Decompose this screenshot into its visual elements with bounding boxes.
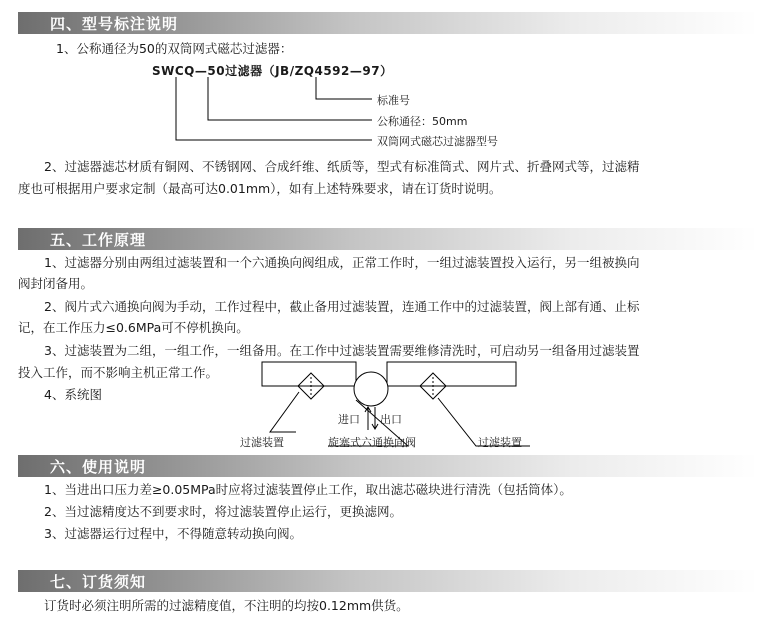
- model-item-2-line1: 2、过滤器滤芯材质有铜网、不锈钢网、合成纤维、纸质等，型式有标准筒式、网片式、折叠网式等，过滤精: [44, 159, 640, 174]
- diagram-valve: 旋塞式六通换向阀: [328, 436, 416, 449]
- ordering-text: 订货时必须注明所需的过滤精度值，不注明的均按0.12mm供货。: [44, 598, 409, 613]
- diagram-left-filter: 过滤装置: [240, 436, 284, 449]
- annotation-model: 双筒网式磁芯过滤器型号: [377, 135, 498, 148]
- principle-p1-line2: 阀封闭备用。: [18, 276, 94, 291]
- principle-p2-line2: 记，在工作压力≤0.6MPa可不停机换向。: [18, 320, 249, 335]
- principle-p4: 4、系统图: [44, 387, 102, 402]
- section-title: 六、使用说明: [50, 458, 147, 476]
- model-item-1: 1、公称通径为50的双筒网式磁芯过滤器：: [56, 41, 293, 56]
- usage-item-2: 2、当过滤精度达不到要求时，将过滤装置停止运行，更换滤网。: [44, 504, 402, 519]
- model-code: SWCQ—50过滤器（JB/ZQ4592—97）: [152, 64, 393, 78]
- model-item-2-line2: 度也可根据用户要求定制（最高可达0.01mm），如有上述特殊要求，请在订货时说明。: [18, 181, 502, 196]
- annotation-nominal-diameter: 公称通径：50mm: [377, 115, 468, 128]
- section-title: 七、订货须知: [50, 573, 147, 591]
- usage-item-1: 1、当进出口压力差≥0.05MPa时应将过滤装置停止工作，取出滤芯磁块进行清洗（包括筒体）。: [44, 482, 572, 497]
- diagram-inlet: 进口: [338, 413, 360, 426]
- principle-p3-line1: 3、过滤装置为二组，一组工作，一组备用。在工作中过滤装置需要维修清洗时，可启动另一组备用过滤装置: [44, 343, 640, 358]
- section-header-ordering: [18, 570, 758, 592]
- section-title: 四、型号标注说明: [50, 15, 179, 33]
- diagram-outlet: 出口: [380, 413, 402, 426]
- section-title: 五、工作原理: [50, 231, 147, 249]
- section-header-usage: [18, 455, 758, 477]
- usage-item-3: 3、过滤器运行过程中，不得随意转动换向阀。: [44, 526, 302, 541]
- diagram-right-filter: 过滤装置: [478, 436, 522, 449]
- principle-p3-line2: 投入工作，而不影响主机正常工作。: [18, 365, 219, 380]
- annotation-standard-no: 标准号: [377, 94, 410, 107]
- principle-p2-line1: 2、阀片式六通换向阀为手动，工作过程中，截止备用过滤装置，连通工作中的过滤装置，阀上部有通、止标: [44, 299, 640, 314]
- principle-p1-line1: 1、过滤器分别由两组过滤装置和一个六通换向阀组成，正常工作时，一组过滤装置投入运行，另一组被换向: [44, 255, 640, 270]
